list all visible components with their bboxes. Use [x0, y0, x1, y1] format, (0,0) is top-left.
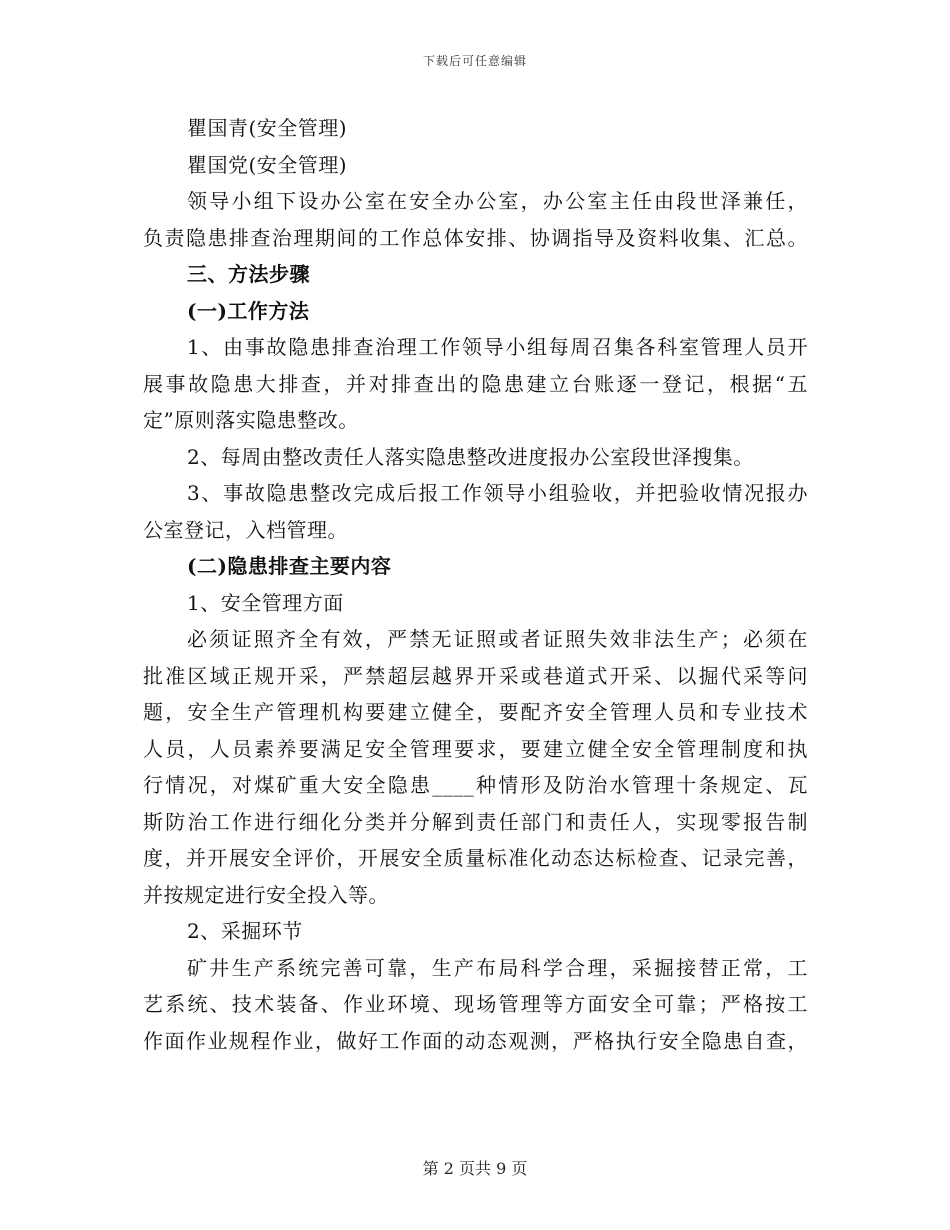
mining-paragraph-line-1: 矿井生产系统完善可靠，生产布局科学合理，采掘接替正常，工	[187, 955, 808, 980]
section-heading-methods: 三、方法步骤	[187, 262, 310, 286]
method-item-1-line-1: 1、由事故隐患排查治理工作领导小组每周召集各科室管理人员开	[187, 335, 808, 359]
office-paragraph-line-2: 负责隐患排查治理期间的工作总体安排、协调指导及资料收集、汇总。	[143, 225, 808, 250]
member-line-1: 瞿国青(安全管理)	[187, 116, 348, 140]
method-item-3-line-2: 公室登记，入档管理。	[143, 517, 348, 542]
safety-paragraph-line-6: 斯防治工作进行细化分类并分解到责任部门和责任人，实现零报告制	[143, 809, 808, 834]
mining-paragraph-line-2: 艺系统、技术装备、作业环境、现场管理等方面安全可靠；严格按工	[143, 992, 808, 1016]
mining-paragraph-line-3: 作面作业规程作业，做好工作面的动态观测，严格执行安全隐患自查，	[143, 1028, 808, 1053]
item-heading-safety-management: 1、安全管理方面	[187, 590, 344, 615]
member-line-2: 瞿国党(安全管理)	[187, 152, 348, 177]
page-footer: 第 2 页共 9 页	[422, 1159, 528, 1178]
safety-paragraph-line-7: 度，并开展安全评价，开展安全质量标准化动态达标检查、记录完善，	[143, 846, 808, 870]
subsection-heading-work-method: (一)工作方法	[187, 298, 310, 323]
item-heading-mining: 2、采掘环节	[187, 919, 303, 943]
safety-paragraph-line-1: 必须证照齐全有效，严禁无证照或者证照失效非法生产；必须在	[187, 627, 808, 651]
method-item-1-line-3: 定”原则落实隐患整改。	[143, 408, 359, 432]
safety-paragraph-line-5: 行情况，对煤矿重大安全隐患____种情形及防治水管理十条规定、瓦	[143, 773, 808, 797]
office-paragraph-line-1: 领导小组下设办公室在安全办公室，办公室主任由段世泽兼任，	[187, 189, 808, 213]
safety-paragraph-line-8: 并按规定进行安全投入等。	[143, 882, 389, 907]
safety-paragraph-line-4: 人员，人员素养要满足安全管理要求，要建立健全安全管理制度和执	[143, 736, 808, 761]
document-body	[143, 110, 808, 1059]
page-header: 下载后可任意编辑	[422, 54, 527, 68]
safety-paragraph-line-2: 批准区域正规开采，严禁超层越界开采或巷道式开采、以掘代采等问	[143, 663, 808, 688]
method-item-2: 2、每周由整改责任人落实隐患整改进度报办公室段世泽搜集。	[187, 444, 754, 469]
subsection-heading-inspection-content: (二)隐患排查主要内容	[187, 554, 392, 578]
method-item-3-line-1: 3、事故隐患整改完成后报工作领导小组验收，并把验收情况报办	[187, 481, 808, 505]
method-item-1-line-2: 展事故隐患大排查，并对排查出的隐患建立台账逐一登记，根据“五	[143, 371, 808, 396]
safety-paragraph-line-3: 题，安全生产管理机构要建立健全，要配齐安全管理人员和专业技术	[143, 700, 808, 724]
